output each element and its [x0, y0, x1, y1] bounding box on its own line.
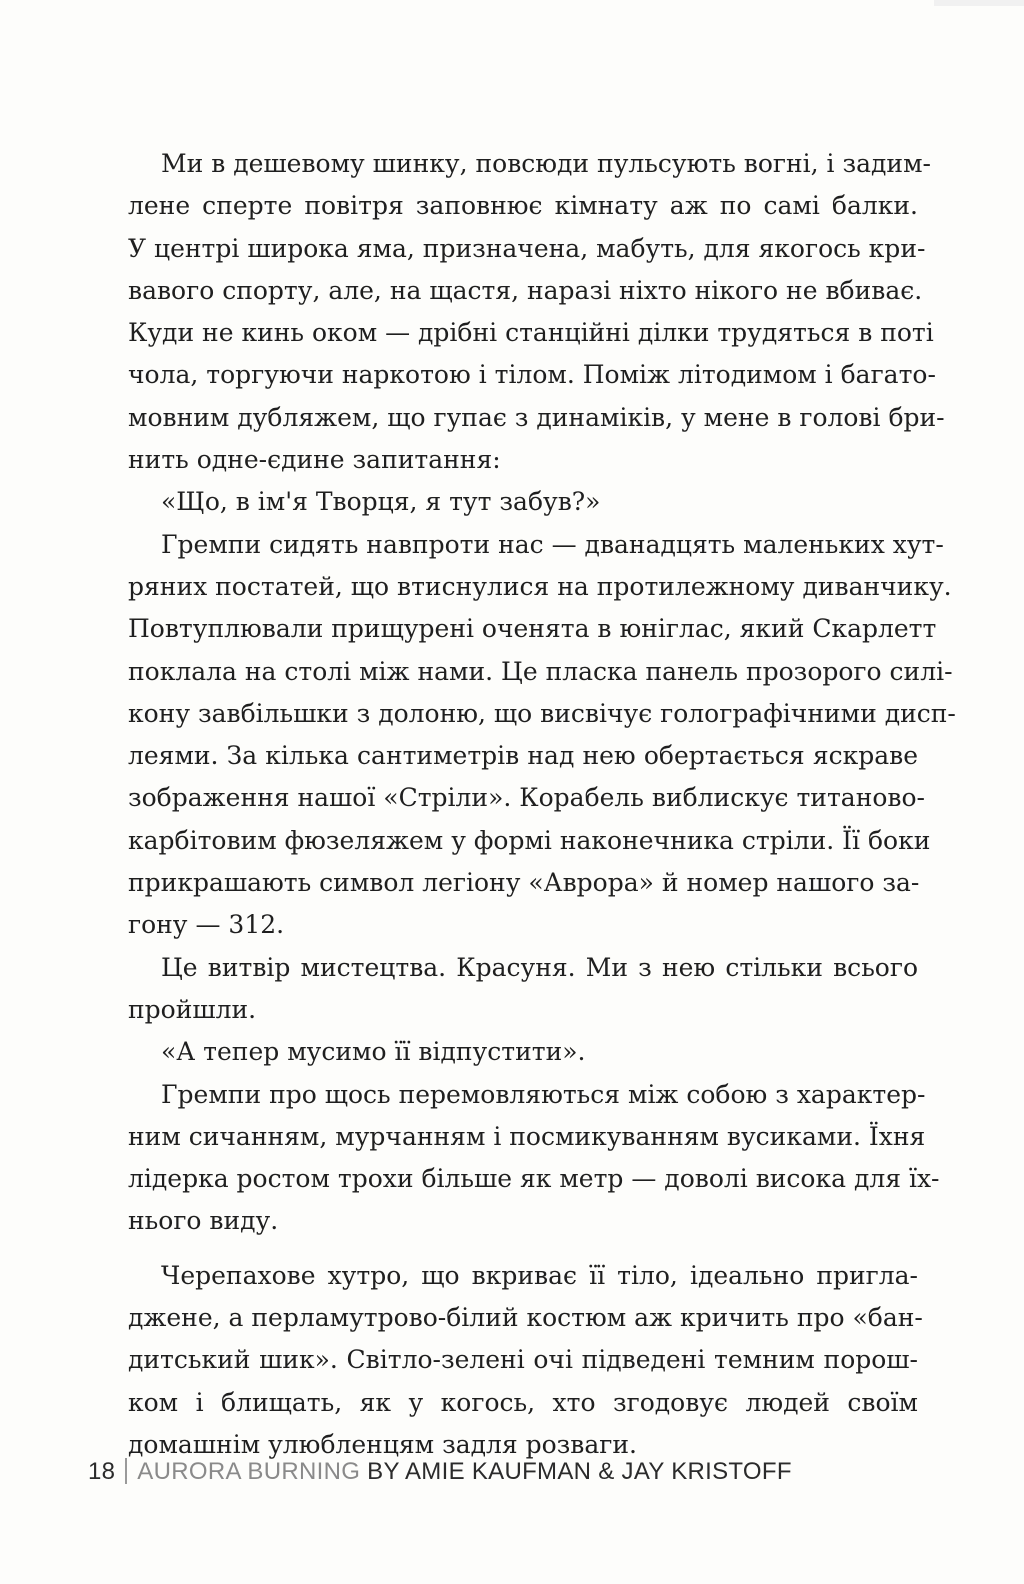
paragraph [128, 1255, 923, 1466]
text-line: дитський шик». Світло-зелені очі підведені темним порош- [128, 1345, 918, 1375]
text-line: Повтуплювали прищурені оченята в юніглас, який Скарлетт [128, 614, 937, 644]
paragraph [128, 1031, 918, 1073]
text-line: прикрашають символ легіону «Аврора» й номер нашого за- [128, 868, 920, 898]
text-line: вавого спорту, але, на щастя, наразі ніхто нікого не вбиває. [128, 275, 923, 305]
text-line: чола, торгуючи наркотою і тілом. Поміж літодимом і багато- [128, 360, 936, 390]
book-title: AURORA BURNING [137, 1458, 361, 1485]
text-line: ним сичанням, мурчанням і посмикуванням вусиками. Їхня [128, 1121, 926, 1151]
paragraph [128, 947, 918, 1032]
page-footer [88, 1458, 792, 1486]
text-line: «Що, в ім'я Творця, я тут забув?» [161, 487, 601, 517]
body-text [128, 143, 956, 1466]
text-line: лене сперте повітря заповнює кімнату аж по самі балки. [128, 191, 918, 221]
text-line: кону завбільшки з долоню, що висвічує голографічними дисп- [128, 698, 956, 728]
text-line: ряних постатей, що втиснулися на протилежному диванчику. [128, 571, 952, 601]
text-line: Ми в дешевому шинку, повсюди пульсують вогні, і задим- [161, 149, 931, 178]
text-line: Черепахове хутро, що вкриває її тіло, ідеально пригла- [161, 1260, 918, 1290]
text-line: домашнім улюбленцям задля розваги. [128, 1429, 637, 1459]
text-line: поклала на столі між нами. Це пласка панель прозорого силі- [128, 656, 953, 686]
text-line: леями. За кілька сантиметрів над нею обертається яскраве [128, 741, 918, 771]
text-line: мовним дубляжем, що гупає з динаміків, у мене в голові бри- [128, 402, 945, 432]
page-number: 18 [88, 1458, 116, 1485]
text-line: Гремпи сидять навпроти нас — дванадцять маленьких хут- [161, 529, 944, 559]
text-line: зображення нашої «Стріли». Корабель виблискує титаново- [128, 783, 925, 813]
text-line: пройшли. [128, 994, 257, 1024]
text-line: нього виду. [128, 1206, 279, 1236]
text-line: карбітовим фюзеляжем у формі наконечника стріли. Її боки [128, 825, 931, 855]
footer-separator [125, 1458, 127, 1484]
text-line: лідерка ростом трохи більше як метр — доволі висока для їх- [128, 1164, 940, 1194]
paragraph [128, 143, 945, 481]
text-line: Гремпи про щось перемовляються між собою з характер- [161, 1079, 926, 1109]
paragraph [128, 1074, 940, 1243]
paragraph-gap [128, 1243, 918, 1255]
text-line: ком і блищать, як у когось, хто згодовує людей своїм [128, 1387, 918, 1417]
text-line: У центрі широка яма, призначена, мабуть, для якогось кри- [128, 233, 926, 263]
text-line: гону — 312. [128, 910, 285, 940]
book-authors: BY AMIE KAUFMAN & JAY KRISTOFF [367, 1458, 792, 1485]
text-line: «А тепер мусимо її відпустити». [161, 1037, 586, 1067]
paragraph [128, 481, 918, 523]
text-line: нить одне-єдине запитання: [128, 445, 501, 475]
page-corner-mark [934, 0, 1024, 6]
text-line: Це витвір мистецтва. Красуня. Ми з нею стільки всього [161, 952, 918, 982]
text-line: Куди не кинь оком — дрібні станційні ділки трудяться в поті [128, 318, 934, 348]
paragraph [128, 524, 956, 947]
text-line: джене, а перламутрово-білий костюм аж кричить про «бан- [128, 1303, 923, 1333]
